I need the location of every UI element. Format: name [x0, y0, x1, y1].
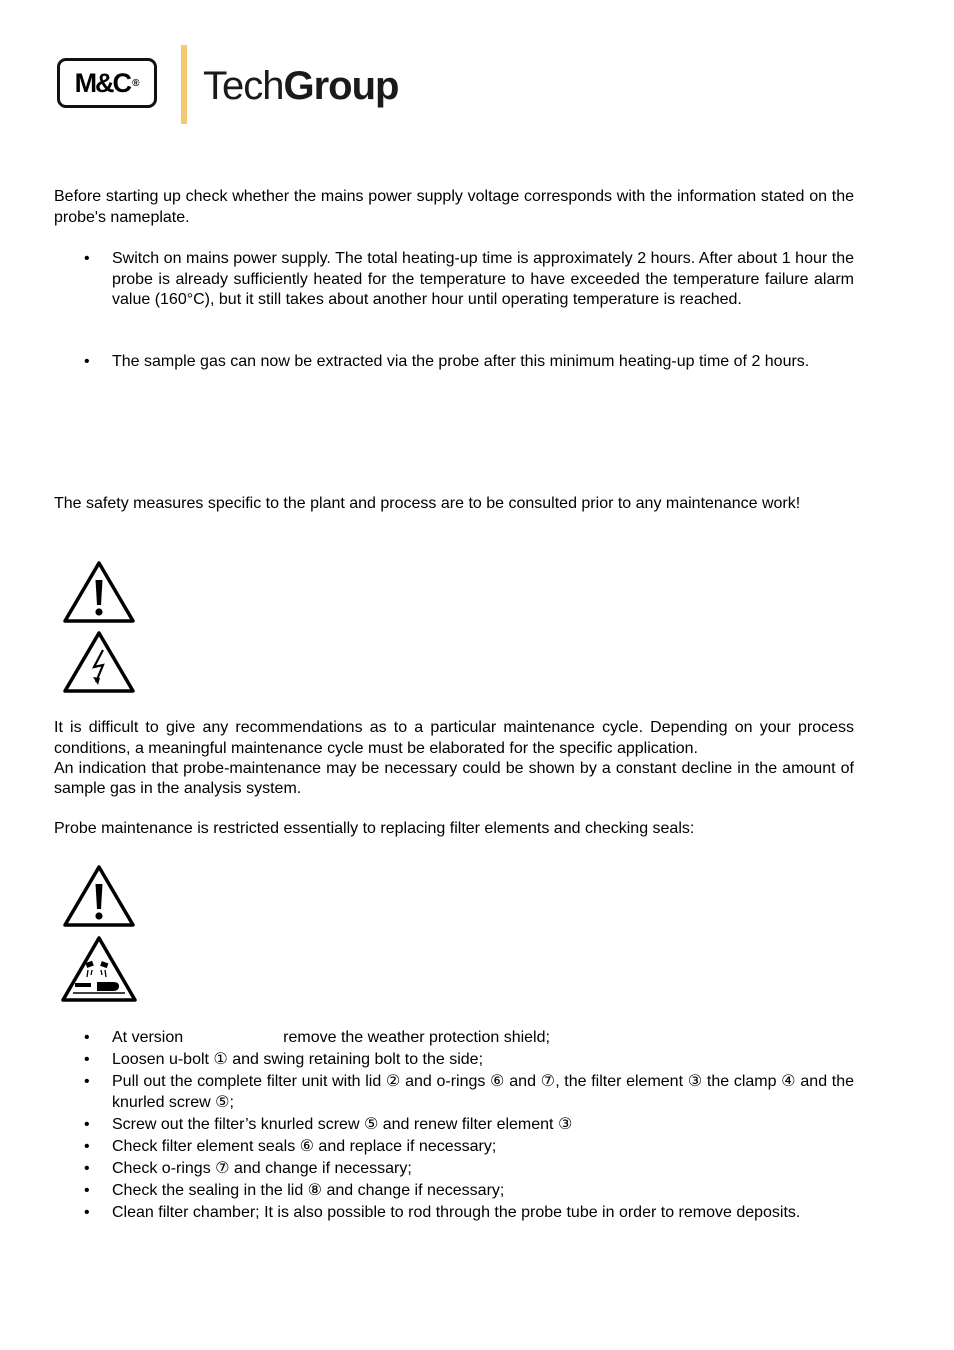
- techgroup-logo: [203, 62, 398, 110]
- list-item: • Check o-rings ⑦ and change if necessary;: [84, 1159, 854, 1180]
- list-item: • Clean filter chamber; It is also possible to rod through the probe tube in order to remove deposits.: [84, 1203, 854, 1224]
- logo-word-group: Group: [283, 64, 399, 108]
- maintenance-restricted: Probe maintenance is restricted essentially to replacing filter elements and checking seals:: [54, 820, 695, 837]
- startup-bullets: [84, 249, 854, 311]
- maintenance-cycle: It is difficult to give any recommendations as to a particular maintenance cycle. Depending on your process conditions, a meaningful maintenance cycle must be elaborated for the specific application.: [54, 719, 854, 757]
- mc-logo: [57, 58, 157, 108]
- list-item: • Check the sealing in the lid ⑧ and change if necessary;: [84, 1181, 854, 1202]
- warning-triangle-icon: [63, 560, 135, 624]
- startup-intro: Before starting up check whether the mains power supply voltage corresponds with the information stated on the probe's nameplate.: [54, 188, 854, 226]
- list-item: • Switch on mains power supply. The total heating-up time is approximately 2 hours. After about 1 hour the probe is already sufficiently heated for the temperature to have exceeded the temperature failure alarm value (160°C), but it still takes about another hour until operating temperature is reached.: [84, 249, 854, 311]
- list-item: • Screw out the filter’s knurled screw ⑤ and renew filter element ③: [84, 1115, 854, 1136]
- electric-hazard-icon: [63, 630, 135, 694]
- maintenance-indication: An indication that probe-maintenance may be necessary could be shown by a constant decline in the amount of sample gas in the analysis system.: [54, 759, 854, 797]
- corrosive-hazard-icon: [61, 935, 137, 1003]
- warning-triangle-icon: [63, 864, 135, 928]
- logo-word-tech: Tech: [203, 64, 284, 108]
- list-item: • The sample gas can now be extracted via the probe after this minimum heating-up time of 2 hours.: [84, 352, 854, 373]
- step-version-suffix: remove the weather protection shield;: [283, 1029, 550, 1046]
- safety-note: The safety measures specific to the plant and process are to be consulted prior to any maintenance work!: [54, 495, 801, 512]
- list-item: • Loosen u-bolt ① and swing retaining bolt to the side;: [84, 1050, 854, 1071]
- maintenance-steps: [84, 1028, 854, 1225]
- list-item: [84, 1028, 854, 1049]
- step-version-prefix: At version: [112, 1029, 184, 1046]
- list-item: • Pull out the complete filter unit with lid ② and o-rings ⑥ and ⑦, the filter element ③ the clamp ④ and the knurled screw ⑤;: [84, 1072, 854, 1113]
- logo-registered: ®: [132, 77, 140, 89]
- logo-mark: M&C: [74, 67, 131, 98]
- list-item: • Check filter element seals ⑥ and replace if necessary;: [84, 1137, 854, 1158]
- logo-divider: [181, 45, 187, 124]
- startup-bullets-2: [84, 352, 854, 373]
